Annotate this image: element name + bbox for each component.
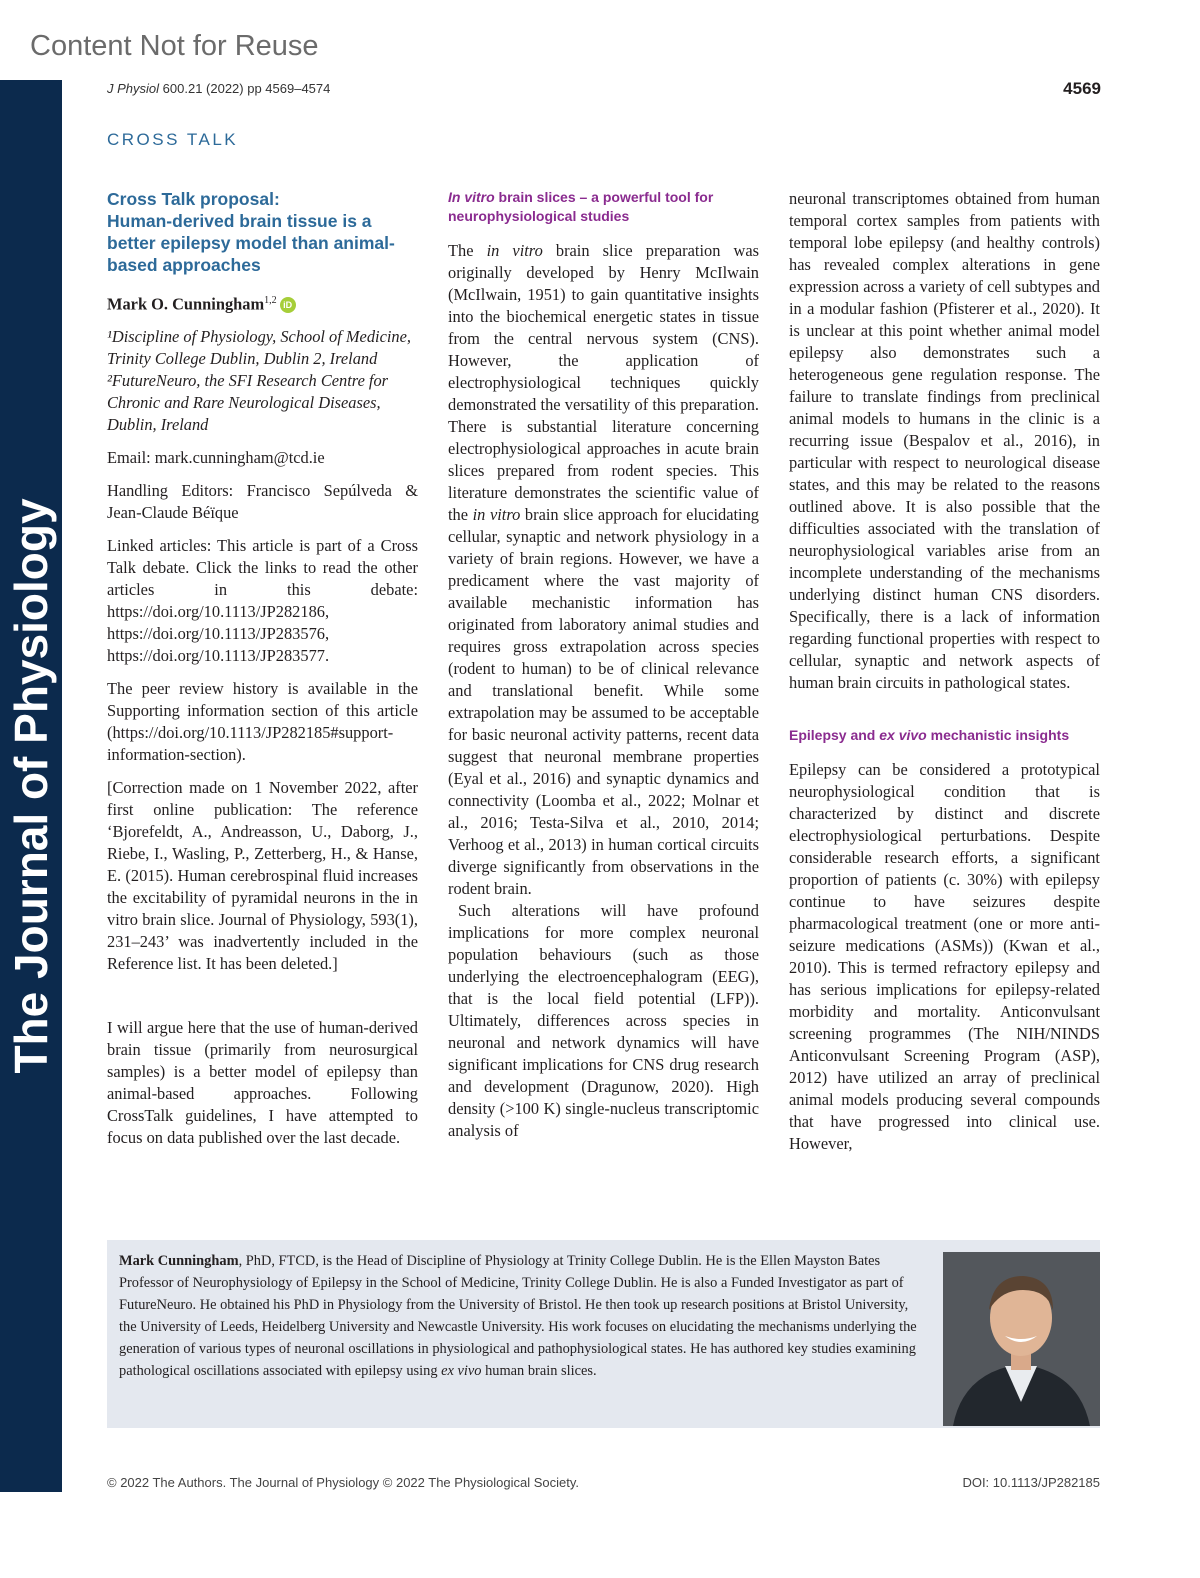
- affiliation-2: ²FutureNeuro, the SFI Research Centre for Chronic and Rare Neurological Diseases, Dublin, Ireland: [107, 371, 389, 435]
- column-2: [448, 188, 759, 1153]
- orcid-icon[interactable]: iD: [280, 297, 296, 313]
- section-heading-in-vitro: [448, 188, 759, 226]
- text-run: brain slice preparation was originally developed by Henry McIlwain (McIlwain, 1951) to gain quantitative insights into the biochemical energetic states in tissue from the central nervous system (CNS). However, the application of electrophysiological techniques quickly demonstrated the versatility of this preparation. There is substantial literature concerning electrophysiological approaches in acute brain slices prepared from rodent species. This literature demonstrates the scientific value of the: [448, 241, 759, 524]
- section-heading-epilepsy: [789, 726, 1100, 745]
- intro-paragraph: I will argue here that the use of human-derived brain tissue (primarily from neurosurgical samples) is a better model of epilepsy than animal-based approaches. Following CrossTalk guidelines, I have attempted to focus on data published over the last decade.: [107, 1018, 418, 1148]
- column-3: [789, 188, 1100, 1166]
- section-label: CROSS TALK: [107, 130, 239, 149]
- author-photo: [943, 1252, 1100, 1426]
- handling-editors: Handling Editors: Francisco Sepúlveda & Jean-Claude Béïque: [107, 481, 418, 523]
- text-run-italic: in vitro: [486, 241, 543, 260]
- section-heading-text: Epilepsy and: [789, 727, 880, 743]
- journal-sidebar: [0, 80, 62, 1492]
- author-bio-box: [107, 1240, 1100, 1428]
- section-heading-text: mechanistic insights: [926, 727, 1070, 743]
- author-name: Mark O. Cunningham: [107, 294, 265, 314]
- journal-citation: [107, 81, 330, 96]
- bio-text-run: , PhD, FTCD, is the Head of Discipline of Physiology at Trinity College Dublin. He is the Ellen Mayston Bates Professor of Neurophysiology of Epilepsy in the School of Medicine, Trinity College Dublin. He is also a Funded Investigator as part of FutureNeuro. He obtained his PhD in Physiology from the University of Bristol. He then took up research positions at Bristol University, the University of Leeds, Heidelberg University and Newcastle University. His work focuses on elucidating the mechanisms underlying the generation of various types of neuronal oscillations in physiological and pathophysiological states. He has authored key studies examining pathological oscillations associated with epilepsy using: [119, 1253, 917, 1379]
- linked-articles[interactable]: Linked articles: This article is part of a Cross Talk debate. Click the links to read the other articles in this debate: https://doi.org/10.1113/JP282186, https://doi.org/10.1113/JP283576, https://doi.org/10.1113/JP283577.: [107, 536, 418, 666]
- title-line-1: Cross Talk proposal:: [107, 189, 280, 209]
- text-run-italic: in vitro: [472, 505, 521, 524]
- section-heading-text: brain slices – a powerful tool for neurophysiological studies: [448, 189, 714, 224]
- correction-note: [Correction made on 1 November 2022, after first online publication: The reference ‘Bjorefeldt, A., Andreasson, U., Daborg, J., Riebe, I., Wasling, P., Zetterberg, H., & Hanse, E. (2015). Human cerebrospinal fluid increases the excitability of pyramidal neurons in the in vitro brain slice. Journal of Physiology, 593(1), 231–243’ was inadvertently included in the Reference list. It has been deleted.]: [107, 778, 418, 974]
- text-run: brain slice approach for elucidating cellular, synaptic and network physiology in a variety of brain regions. However, we have a predicament where the vast majority of available mechanistic information has originated from laboratory animal studies and requires gross extrapolation across species (rodent to human) to be of clinical relevance and translational benefit. While some extrapolation may be assumed to be acceptable for basic neuronal activity patterns, recent data suggest that neuronal membrane properties (Eyal et al., 2016) and synaptic dynamics and connectivity (Loomba et al., 2022; Molnar et al., 2016; Testa-Silva et al., 2010, 2014; Verhoog et al., 2013) in human cortical circuits diverge significantly from observations in the rodent brain.: [448, 505, 760, 898]
- footer-doi[interactable]: DOI: 10.1113/JP282185: [962, 1475, 1100, 1490]
- watermark: Content Not for Reuse: [30, 30, 319, 62]
- author-email[interactable]: Email: mark.cunningham@tcd.ie: [107, 448, 325, 468]
- column-1: [107, 188, 418, 1160]
- sidebar-journal-title: The Journal of Physiology: [5, 498, 57, 1074]
- affiliation-1: ¹Discipline of Physiology, School of Medicine, Trinity College Dublin, Dublin 2, Ireland: [107, 327, 411, 369]
- bio-name: Mark Cunningham: [119, 1253, 239, 1269]
- section-heading-italic: In vitro: [448, 189, 495, 205]
- peer-review-note[interactable]: The peer review history is available in the Supporting information section of this article (https://doi.org/10.1113/JP282185#support-information-section).: [107, 679, 418, 765]
- author: [107, 290, 418, 315]
- citation-detail: 600.21 (2022) pp 4569–4574: [162, 81, 331, 96]
- author-bio-text: [119, 1250, 927, 1382]
- footer-copyright: © 2022 The Authors. The Journal of Physiology © 2022 The Physiological Society.: [107, 1475, 580, 1490]
- text-run: The: [448, 241, 487, 260]
- author-portrait-image: [943, 1252, 1100, 1426]
- section-heading-italic: ex vivo: [879, 727, 927, 743]
- article-title: [107, 188, 418, 276]
- page-number: 4569: [1063, 79, 1101, 98]
- body-paragraph: Epilepsy can be considered a prototypical neurophysiological condition that is characterized by distinct and discrete electrophysiological perturbations. Despite considerable research efforts, a significant proportion of patients (c. 30%) with epilepsy continue to have seizures despite pharmacological treatment (one or more anti-seizure medications (ASMs)) (Kwan et al., 2010). This is termed refractory epilepsy and has serious implications for epilepsy-related morbidity and mortality. Anticonvulsant screening programmes (The NIH/NINDS Anticonvulsant Screening Program (ASP), 2012) have utilized an array of preclinical animal models producing several compounds that have progressed into clinical use. However,: [789, 760, 1100, 1153]
- author-affiliation-marks: 1,2: [264, 295, 277, 306]
- body-paragraph: Such alterations will have profound implications for more complex neuronal population behaviours (such as those underlying the electroencephalogram (EEG), that is the local field potential (LFP)). Ultimately, differences across species in neuronal and network dynamics will have significant implications for CNS drug research and development (Dragunow, 2020). High density (>100 K) single-nucleus transcriptomic analysis of: [448, 901, 759, 1140]
- body-paragraph: neuronal transcriptomes obtained from human temporal cortex samples from patients with temporal lobe epilepsy (and healthy controls) has revealed complex alterations in gene expression across a variety of cell subtypes and in a modular fashion (Pfisterer et al., 2020). It is unclear at this point whether animal model epilepsy also demonstrates such a heterogeneous gene regulation response. The failure to translate findings from preclinical animal models to humans in the clinic is a recurring issue (Bespalov et al., 2016), in particular with respect to neurological disease states, and this may be related to the reasons outlined above. It is also possible that the difficulties associated with the translation of neurophysiological variables arise from an incomplete understanding of the mechanisms underlying distinct human CNS disorders. Specifically, there is a lack of information regarding functional properties with respect to cellular, synaptic and network aspects of human brain circuits in pathological states.: [789, 189, 1100, 692]
- bio-text-run: human brain slices.: [481, 1363, 597, 1379]
- title-line-2: Human-derived brain tissue is a better epilepsy model than animal-based approaches: [107, 211, 395, 275]
- bio-text-italic: ex vivo: [441, 1363, 482, 1379]
- body-paragraph: [448, 240, 759, 900]
- journal-abbrev: J Physiol: [107, 81, 160, 96]
